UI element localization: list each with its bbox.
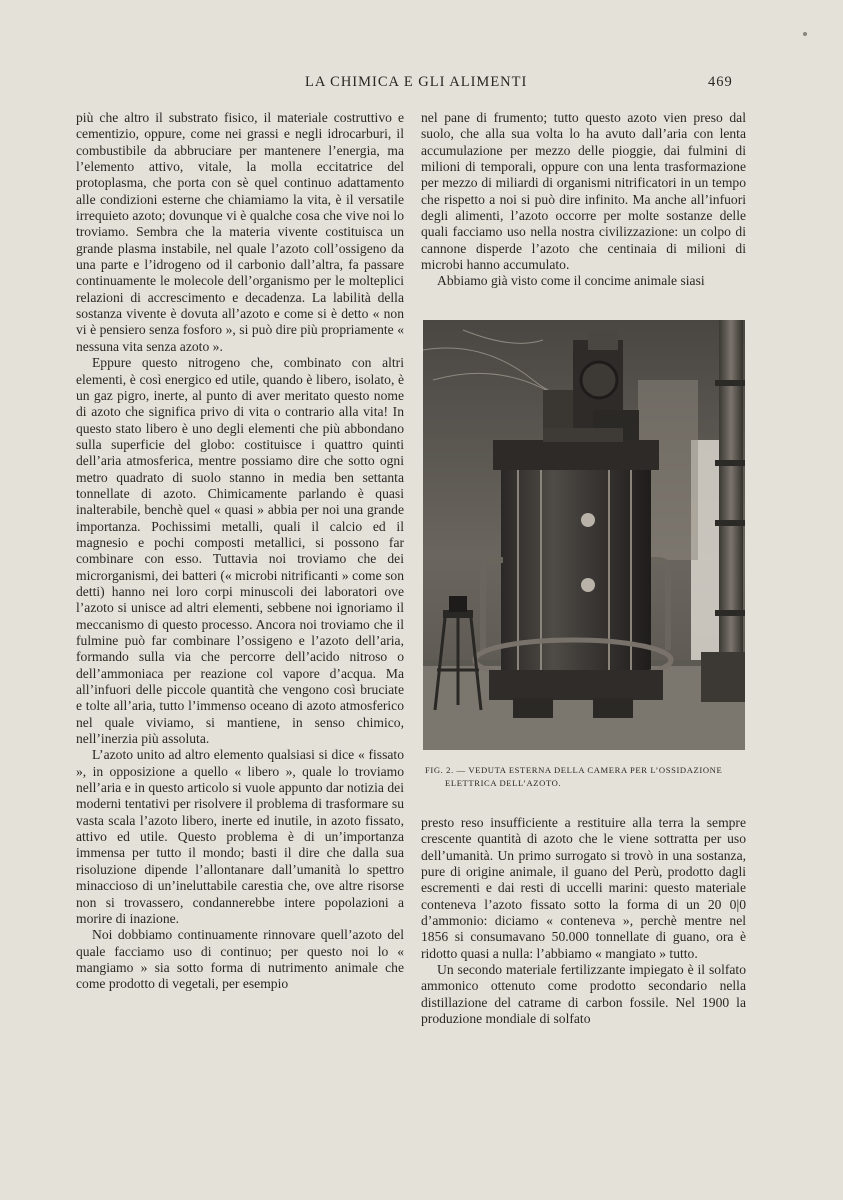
caption-line-1: FIG. 2. — VEDUTA ESTERNA DELLA CAMERA PER L’OSSIDAZIONE	[425, 765, 723, 775]
paragraph: Un secondo materiale fertilizzante impiegato è il solfato ammonico ottenuto come prodotto secondario nella distillazione del catrame di carbon fossile. Nel 1900 la produzione mondiale di solfato	[421, 962, 746, 1027]
figure-photo	[423, 320, 745, 750]
paragraph: più che altro il substrato fisico, il materiale costruttivo e cementizio, oppure, come nei grassi e negli idrocarburi, il combustibile da abbruciare per mantenere l’energia, ma l’elemento attivo, vitale, la molla eccitatrice del protoplasma, che porta con sè quel continuo adattamento alle condizioni esterne che chiamiamo la vita, è il versatile irrequieto azoto; dovunque vi è qualche cosa che vive noi lo troviamo. Sembra che la materia vivente costituisca un grande plasma instabile, nel quale l’azoto coll’ossigeno da una parte e l’idrogeno od il carbonio dall’altra, fa passare continuamente le molecole dell’organismo per le molteplici relazioni di accrescimento e decadenza. La labilità della sostanza vivente è dovuta all’azoto e come si è detto « non vi è pensiero senza fosforo », si può dire più propriamente « nessuna vita senza azoto ».	[76, 110, 404, 354]
oxidation-chamber-illustration	[423, 320, 745, 750]
paragraph: L’azoto unito ad altro elemento qualsiasi si dice « fissato », in opposizione a quello « libero », quale lo troviamo nell’aria e in questo articolo si vuole appunto dar notizia dei moderni tentativi per risolvere il problema di trasformare su vasta scala l’azoto libero, inerte ed inutile, in azoto fissato, attivo ed utile. Questo problema è di un’importanza immensa per tutto il mondo; basti il dire che dalla sua risoluzione dipende l’allontanare dall’umanità lo spettro minaccioso di un’ineluttabile carestia che, ove altre risorse non si trovassero, condannerebbe intere popolazioni a morire di inazione.	[76, 747, 404, 926]
page-number: 469	[708, 74, 733, 90]
running-title: LA CHIMICA E GLI ALIMENTI	[305, 74, 528, 90]
left-column	[76, 110, 404, 993]
paragraph: nel pane di frumento; tutto questo azoto vien preso dal suolo, che alla sua volta lo ha avuto dall’aria con lenta accumulazione per mezzo delle pioggie, dai fulmini di milioni di temporali, oppure con una lenta trasformazione per mezzo di miliardi di organismi nitrificatori in un tempo che rispetto a noi si può dire infinito. Ma anche all’infuori degli alimenti, l’azoto occorre per molte sostanze delle quali facciamo uso nella nostra civilizzazione: un colpo di cannone disperde l’azoto che centinaia di milioni di microbi hanno accumulato.	[421, 110, 746, 273]
right-column-bottom	[421, 815, 746, 1027]
caption-line-2: ELETTRICA DELL’AZOTO.	[445, 778, 562, 788]
paragraph: Abbiamo già visto come il concime animale siasi	[437, 273, 705, 289]
paragraph: presto reso insufficiente a restituire alla terra la sempre crescente quantità di azoto che le viene sottratta per uso dell’umanità. Un primo surrogato si trovò in una sostanza, pure di origine animale, il guano del Perù, prodotto dagli escrementi e dai resti di uccelli marini: questo materiale conteneva l’azoto fissato sotto la forma di un 20 0|0 d’ammonio: diciamo « conteneva », perchè mentre nel 1856 si consumavano 50.000 tonnellate di guano, ora è ridotto quasi a nulla: l’abbiamo « mangiato » tutto.	[421, 815, 746, 961]
paper-spot	[803, 32, 807, 36]
paragraph: Eppure questo nitrogeno che, combinato con altri elementi, è così energico ed utile, quando è libero, isolato, è un gaz pigro, inerte, al punto di aver meritato questo nome di azoto che significa privo di vita o contrario alla vita! In questo stato libero è uno degli elementi che più abbondano sulla superficie del globo: costituisce i quattro quinti dell’aria atmosferica, mentre possiamo dire che sotto ogni metro quadrato di suolo stanno in media ben settanta tonnellate di azoto. Chimicamente parlando è quasi inalterabile, benchè quel « quasi » abbia per noi una grande importanza. Pochissimi metalli, quali il calcio ed il magnesio e pochi composti metallici, si possono far combinare con esso. Tuttavia noi troviamo che dei microrganismi, dei batteri (« microbi nitrificanti » come son detti) hanno nei loro corpi minuscoli dei laboratori ove l’azoto si unisce ad altri elementi, sebbene noi ignoriamo il meccanismo di questo processo. Ancora noi troviamo che il fulmine può far combinare l’ossigeno e l’azoto dell’aria, formando sulla via che percorre dell’acido nitroso o dell’ammoniaca per reazione col vapore d’acqua. Ma all’infuori delle piccole quantità che vengono così bruciate e tolte all’aria, tutto l’immenso oceano di azoto atmosferico nel quale viviamo, si mantiene, in senso chimico, nell’inerzia più assoluta.	[76, 355, 404, 747]
running-header	[0, 74, 843, 96]
figure-caption	[425, 764, 755, 790]
right-column-top	[421, 110, 746, 290]
paragraph: Noi dobbiamo continuamente rinnovare quell’azoto del quale facciamo uso di continuo; per questo noi lo « mangiamo » sia sotto forma di nutrimento animale che come prodotto di vegetali, per esempio	[76, 927, 404, 992]
